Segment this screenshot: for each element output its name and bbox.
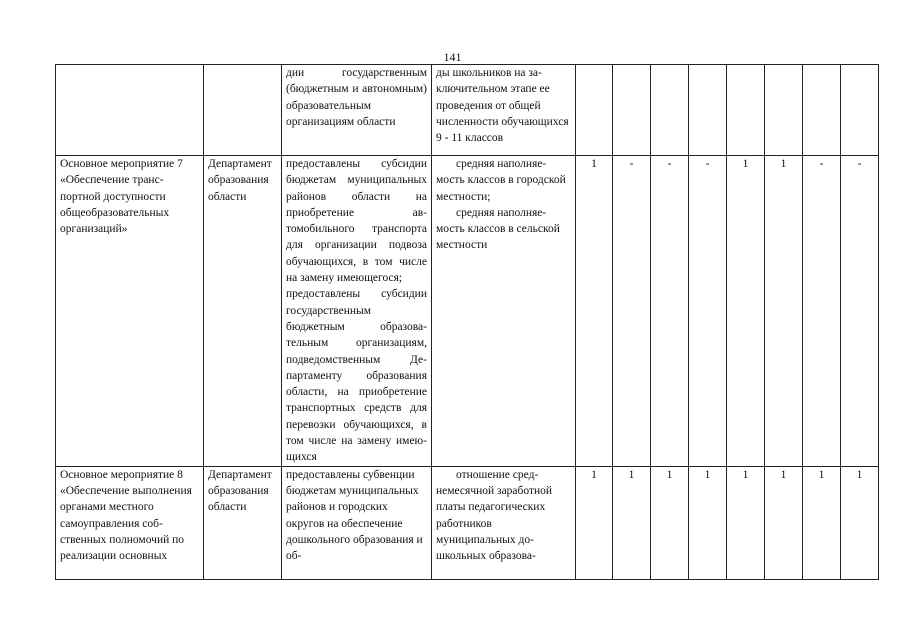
content-text: предоставлены субсидии государственным бюджетным образовательным организациям, подведомственным Департаменту образования области, на приобретение транспортных средств для перевозки обучающихся, в том числе на замену имеющихся (286, 288, 427, 464)
value-cell (613, 65, 651, 156)
value-cell: 1 (576, 156, 613, 467)
indicator-cell (432, 156, 576, 467)
value-cell: - (803, 156, 841, 467)
value-cell: 1 (841, 466, 879, 579)
executor-cell (204, 65, 282, 156)
indicator-cell (432, 466, 576, 579)
page-number: 141 (443, 50, 462, 64)
indicator-text: средняя наполняемость классов в городской местности; (436, 158, 566, 203)
value-cell: 1 (727, 156, 765, 467)
indicator-cell (432, 65, 576, 156)
table-row (56, 466, 879, 579)
value-cell: 1 (689, 466, 727, 579)
measures-table (55, 64, 879, 580)
value-cell: - (689, 156, 727, 467)
table-row (56, 156, 879, 467)
value-cell (765, 65, 803, 156)
value-cell: - (651, 156, 689, 467)
measure-cell (56, 466, 204, 579)
measure-cell (56, 156, 204, 467)
value-cell (727, 65, 765, 156)
content-cell (282, 466, 432, 579)
value-cell (803, 65, 841, 156)
content-cell (282, 156, 432, 467)
executor-text: Департамент образования области (208, 468, 272, 514)
measure-cell (56, 65, 204, 156)
value-cell: 1 (651, 466, 689, 579)
executor-cell (204, 466, 282, 579)
indicator-text: отношение среднемесячной заработной платы педагогических работников муниципальных дошкольных образова- (436, 468, 553, 563)
indicator-text: средняя наполняемость классов в сельской местности (436, 206, 560, 252)
value-cell: 1 (727, 466, 765, 579)
value-cell: 1 (803, 466, 841, 579)
content-cell (282, 65, 432, 156)
measure-text: Основное мероприятие 7 «Обеспечение транспортной доступности общеобразовательных организаций» (60, 158, 183, 236)
value-cell (841, 65, 879, 156)
value-cell: 1 (765, 466, 803, 579)
measure-text: Основное мероприятие 8 «Обеспечение выполнения органами местного самоуправления собственных полномочий по реализации основных (60, 468, 192, 563)
value-cell (651, 65, 689, 156)
value-cell (689, 65, 727, 156)
content-text: предоставлены субсидии бюджетам муниципальных районов области на приобретение автомобильного транспорта для организации подвоза обучающихся, в том числе на замену имеющегося; (286, 158, 427, 285)
value-cell (576, 65, 613, 156)
value-cell: 1 (613, 466, 651, 579)
executor-cell (204, 156, 282, 467)
table-row (56, 65, 879, 156)
executor-text: Департамент образования области (208, 158, 272, 203)
value-cell: 1 (576, 466, 613, 579)
value-cell: 1 (765, 156, 803, 467)
content-text: предоставлены субвенции бюджетам муниципальных районов и городских округов на обеспечение дошкольного образования и об- (286, 468, 423, 563)
value-cell: - (841, 156, 879, 467)
indicator-text: ды школьников на заключительном этапе ее проведения от общей численности обучающихся 9 - 11 классов (436, 67, 569, 145)
value-cell: - (613, 156, 651, 467)
content-text: дии государственным (бюджетным и автономным) образовательным организациям области (286, 67, 427, 128)
